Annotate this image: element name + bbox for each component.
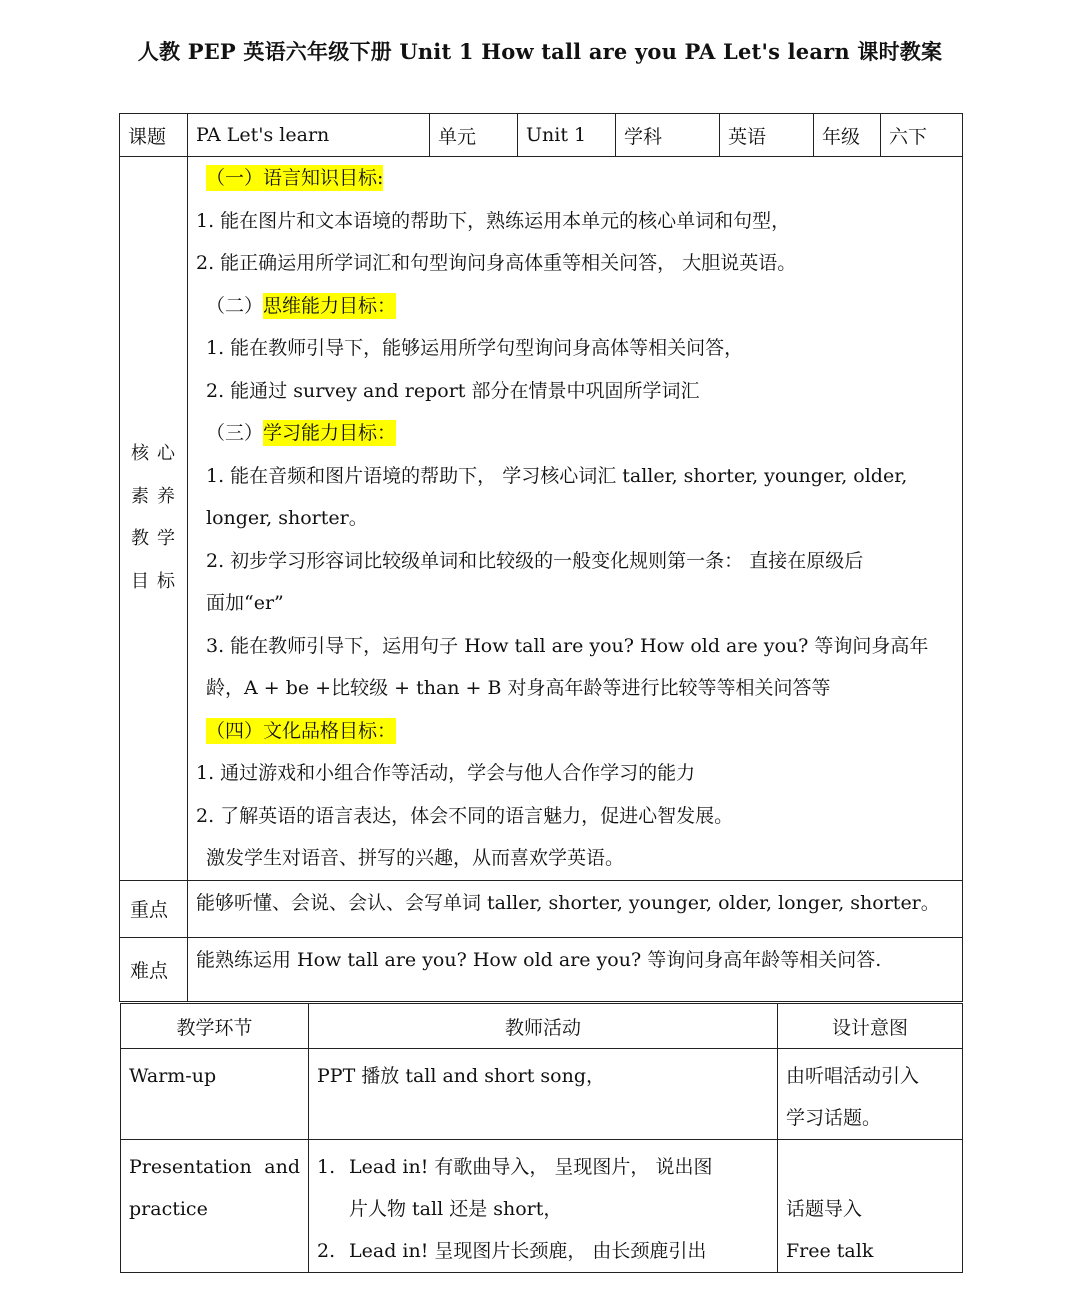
lesson-info-table — [119, 113, 963, 1002]
goals-label: 核心 素养 教学 目标 — [120, 157, 188, 881]
presentation-stage: Presentation and practice — [121, 1140, 309, 1273]
presentation-row — [121, 1140, 963, 1273]
stage-header: 教学环节 — [121, 1004, 309, 1049]
goal-section-3-title: 学习能力目标： — [263, 422, 397, 444]
warmup-activity: PPT 播放 tall and short song， — [309, 1049, 778, 1140]
presentation-intent: 话题导入 Free talk — [778, 1140, 963, 1273]
intent-header: 设计意图 — [778, 1004, 963, 1049]
unit-value: Unit 1 — [518, 114, 616, 157]
topic-label: 课题 — [120, 114, 188, 157]
list-number: 1. — [317, 1156, 336, 1178]
goal-text: 1. 通过游戏和小组合作等活动，学会与他人合作学习的能力 — [196, 762, 696, 784]
goal-text: 激发学生对语音、拼写的兴趣，从而喜欢学英语。 — [206, 847, 625, 869]
unit-label: 单元 — [430, 114, 518, 157]
goal-text: 2. 初步学习形容词比较级单词和比较级的一般变化规则第一条： 直接在原级后 — [206, 549, 864, 572]
goal-section-2-title: 思维能力目标： — [263, 294, 397, 317]
goal-text: longer, shorter。 — [206, 507, 368, 529]
teaching-process-table — [120, 1003, 963, 1273]
activity-text: 片人物 tall 还是 short， — [349, 1198, 563, 1220]
key-point-row — [120, 880, 963, 937]
key-point-label: 重点 — [120, 880, 188, 937]
process-header-row — [121, 1004, 963, 1049]
goal-text: 2. 能正确运用所学词汇和句型询问身高体重等相关问答， 大胆说英语。 — [196, 252, 797, 274]
difficulty-text: 能熟练运用 How tall are you? How old are you? 等询问身高年龄等相关问答. — [188, 937, 963, 1001]
goals-content — [188, 157, 963, 881]
goal-text: 1. 能在图片和文本语境的帮助下，熟练运用本单元的核心单词和句型， — [196, 209, 791, 232]
topic-value: PA Let's learn — [188, 114, 430, 157]
goal-section-4-title: （四）文化品格目标： — [206, 719, 397, 742]
goal-section-1-title: （一）语言知识目标: — [206, 167, 384, 189]
document-title: 人教 PEP 英语六年级下册 Unit 1 How tall are you PA Let's learn 课时教案 — [137, 39, 943, 64]
presentation-activity — [309, 1140, 778, 1273]
goal-text: 3. 能在教师引导下，运用句子 How tall are you? How old are you? 等询问身高年 — [206, 634, 929, 657]
activity-header: 教师活动 — [309, 1004, 778, 1049]
goal-text: 龄，A + be +比较级 + than + B 对身高年龄等进行比较等等相关问答等 — [206, 677, 831, 699]
goal-section-2-prefix: （二） — [206, 294, 264, 317]
difficulty-row — [120, 937, 963, 1001]
goal-text: 1. 能在音频和图片语境的帮助下， 学习核心词汇 taller, shorter, younger, older, — [206, 464, 908, 487]
warmup-row — [121, 1049, 963, 1140]
list-number: 2. — [317, 1240, 336, 1262]
difficulty-label: 难点 — [120, 937, 188, 1001]
activity-text: Lead in! 呈现图片长颈鹿， 由长颈鹿引出 — [349, 1240, 707, 1262]
subject-value: 英语 — [720, 114, 814, 157]
warmup-intent: 由听唱活动引入 学习话题。 — [778, 1049, 963, 1140]
warmup-stage: Warm-up — [121, 1049, 309, 1140]
goal-section-3-prefix: （三） — [206, 422, 264, 444]
grade-label: 年级 — [814, 114, 881, 157]
key-point-text: 能够听懂、会说、会认、会写单词 taller, shorter, younger, older, longer, shorter。 — [188, 880, 963, 937]
goal-text: 2. 能通过 survey and report 部分在情景中巩固所学词汇 — [206, 379, 700, 402]
activity-text: Lead in! 有歌曲导入， 呈现图片， 说出图 — [349, 1156, 713, 1178]
goals-row — [120, 157, 963, 881]
header-row — [120, 114, 963, 157]
subject-label: 学科 — [616, 114, 720, 157]
goal-text: 面加“er” — [206, 592, 284, 614]
goal-text: 2. 了解英语的语言表达，体会不同的语言魅力，促进心智发展。 — [196, 804, 734, 827]
goal-text: 1. 能在教师引导下，能够运用所学句型询问身高体等相关问答， — [206, 337, 744, 359]
grade-value: 六下 — [881, 114, 963, 157]
